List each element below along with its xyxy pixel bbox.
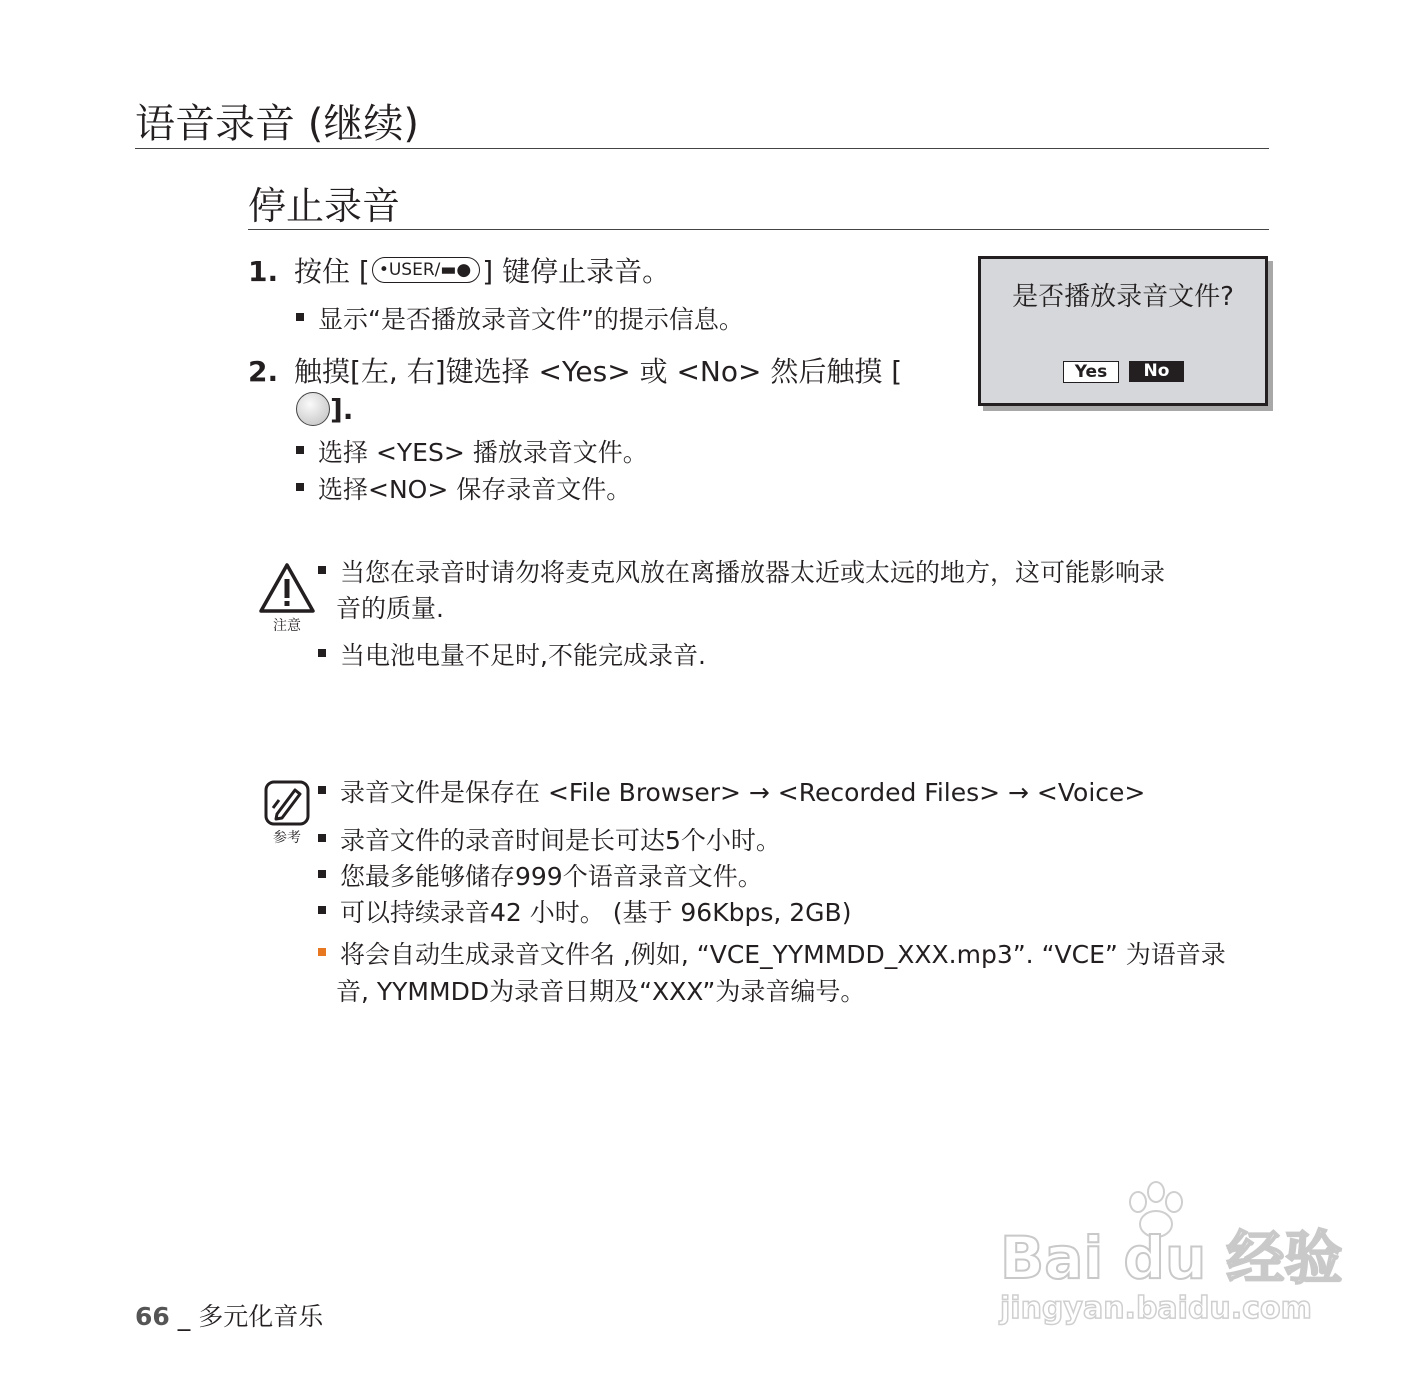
footer-section: 多元化音乐	[198, 1302, 324, 1331]
bullet-square-icon	[318, 948, 326, 956]
note-item-cont: 音, YYMMDD为录音日期及“XXX”为录音编号。	[336, 977, 866, 1006]
user-key-icon: •USER/▬●	[372, 257, 480, 283]
bullet-square-icon	[318, 649, 326, 657]
footer-separator: _	[169, 1302, 199, 1331]
bullet-text: 显示“是否播放录音文件”的提示信息。	[318, 305, 744, 334]
caution-text: 当电池电量不足时,不能完成录音.	[340, 641, 706, 670]
play-prompt-dialog	[978, 256, 1268, 406]
page-footer	[135, 1297, 323, 1337]
bullet-square-icon	[296, 446, 304, 454]
bullet-square-icon	[296, 313, 304, 321]
caution-text: 当您在录音时请勿将麦克风放在离播放器太近或太远的地方，这可能影响录	[340, 558, 1166, 587]
step-1-text-before: 按住 [	[294, 255, 370, 288]
bullet-square-icon	[318, 870, 326, 878]
step-2-line-2: ].	[330, 393, 354, 426]
note-text: 将会自动生成录音文件名 ,例如, “VCE_YYMMDD_XXX.mp3”. “VCE” 为语音录	[340, 940, 1226, 969]
note-text: 可以持续录音42 小时。 (基于 96Kbps, 2GB)	[340, 898, 852, 927]
baidu-watermark	[1000, 1180, 1343, 1340]
watermark-brand: Bai du 经验	[1000, 1224, 1343, 1292]
step-2	[248, 352, 902, 392]
caution-item	[318, 555, 1165, 591]
step-2-bullet	[296, 472, 631, 508]
section-divider	[248, 229, 1269, 230]
bullet-square-icon	[296, 483, 304, 491]
note-item	[318, 895, 851, 931]
step-2-number: 2.	[248, 355, 279, 388]
step-2-bullet	[296, 435, 648, 471]
section-title: 停止录音	[248, 184, 401, 228]
note-pencil-icon	[264, 780, 310, 826]
bullet-text: 选择<NO> 保存录音文件。	[318, 475, 632, 504]
step-2-cont	[296, 390, 353, 430]
note-item	[318, 937, 1226, 973]
note-item	[318, 775, 1145, 811]
step-1-number: 1.	[248, 255, 279, 288]
select-button-icon	[296, 392, 330, 426]
bullet-square-icon	[318, 786, 326, 794]
step-1-text-after: ] 键停止录音。	[482, 255, 671, 288]
note-text: 录音文件的录音时间是长可达5个小时。	[340, 826, 781, 855]
step-1	[248, 252, 670, 292]
step-1-bullet	[296, 302, 744, 338]
watermark-url: jingyan.baidu.com	[1000, 1291, 1312, 1326]
note-text: 录音文件是保存在 <File Browser> → <Recorded Files> → <Voice>	[340, 778, 1146, 807]
caution-label: 注意	[273, 618, 301, 634]
note-item	[318, 859, 763, 895]
caution-item-cont: 音的质量.	[336, 594, 444, 623]
no-button: No	[1129, 361, 1184, 382]
warning-icon	[258, 562, 316, 614]
dialog-question: 是否播放录音文件?	[1012, 282, 1234, 312]
note-text: 您最多能够储存999个语音录音文件。	[340, 862, 763, 891]
caution-item	[318, 638, 706, 674]
title-divider	[135, 148, 1269, 149]
step-2-line-1: 触摸[左, 右]键选择 <Yes> 或 <No> 然后触摸 [	[294, 355, 903, 388]
page-number: 66	[135, 1302, 170, 1331]
note-item	[318, 823, 781, 859]
yes-button: Yes	[1063, 361, 1119, 383]
bullet-square-icon	[318, 906, 326, 914]
bullet-square-icon	[318, 566, 326, 574]
page-title: 语音录音 (继续)	[135, 101, 419, 147]
bullet-text: 选择 <YES> 播放录音文件。	[318, 438, 648, 467]
note-label: 参考	[273, 830, 301, 846]
bullet-square-icon	[318, 834, 326, 842]
